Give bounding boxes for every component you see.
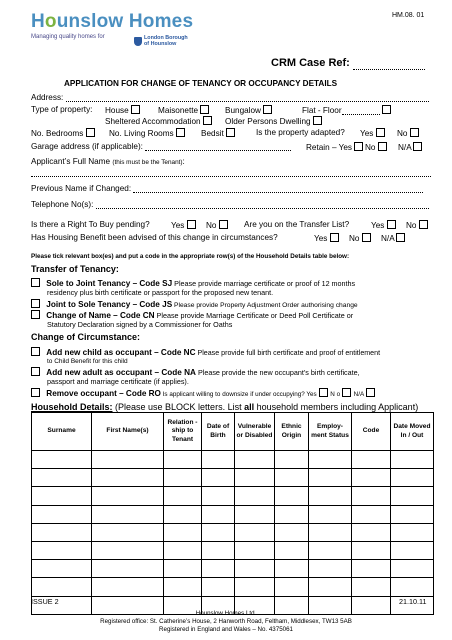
table-row bbox=[32, 451, 434, 469]
hb-no-checkbox[interactable] bbox=[362, 233, 371, 242]
crm-case-ref: CRM Case Ref: bbox=[271, 57, 425, 70]
transfer-heading: Transfer of Tenancy: bbox=[31, 264, 119, 274]
instruction-text: Please tick relevant box(es) and put a code in the appropriate row(s) of the Household Details table below: bbox=[31, 253, 350, 260]
circumstance-heading: Change of Circumstance: bbox=[31, 332, 141, 342]
crm-case-ref-field[interactable] bbox=[353, 60, 425, 70]
adapted-yes-checkbox[interactable] bbox=[376, 128, 385, 137]
joint-to-sole-checkbox[interactable] bbox=[31, 299, 40, 308]
retain-no-checkbox[interactable] bbox=[378, 142, 387, 151]
table-row bbox=[32, 523, 434, 541]
telephone-field[interactable] bbox=[96, 201, 429, 209]
household-table bbox=[31, 412, 434, 615]
col-surname: Surname bbox=[32, 413, 92, 451]
council-name: London Borough of Hounslow bbox=[144, 35, 188, 47]
living-rooms-box[interactable] bbox=[176, 128, 185, 137]
telephone-label: Telephone No(s): bbox=[31, 200, 94, 209]
col-relationship: Relation -ship to Tenant bbox=[164, 413, 202, 451]
bungalow-checkbox[interactable] bbox=[263, 105, 272, 114]
adapted-no-checkbox[interactable] bbox=[410, 128, 419, 137]
transfer-list-no-checkbox[interactable] bbox=[419, 220, 428, 229]
footer-office: Registered office: St. Catherine’s House, 2 Hanworth Road, Feltham, Middlesex, TW13 5AB bbox=[100, 618, 352, 625]
house-checkbox[interactable] bbox=[131, 105, 140, 114]
transfer-list-yes-checkbox[interactable] bbox=[387, 220, 396, 229]
issue-date: 21.10.11 bbox=[399, 597, 427, 606]
footer-company: Hounslow Homes Ltd. bbox=[195, 610, 257, 617]
col-first-names: First Name(s) bbox=[92, 413, 164, 451]
garage-address-field[interactable] bbox=[145, 143, 291, 151]
table-row bbox=[32, 541, 434, 559]
address-field[interactable] bbox=[66, 94, 429, 102]
col-date-moved: Date Moved In / Out bbox=[391, 413, 434, 451]
rtb-no-checkbox[interactable] bbox=[219, 220, 228, 229]
council-crest bbox=[134, 37, 142, 46]
logo-wordmark: Hounslow Homes bbox=[31, 11, 194, 32]
add-child-checkbox[interactable] bbox=[31, 347, 40, 356]
doc-ref: HM.08. 01 bbox=[392, 12, 425, 19]
bedsit-checkbox[interactable] bbox=[226, 128, 235, 137]
table-header-row bbox=[32, 413, 434, 451]
household-heading: Household Details: (Please use BLOCK letters. List all household members including Applicant) bbox=[31, 402, 419, 412]
footer-registration: Registered in England and Wales – No. 4375061 bbox=[159, 626, 293, 633]
older-persons-checkbox[interactable] bbox=[313, 116, 322, 125]
page-title: APPLICATION FOR CHANGE OF TENANCY OR OCCUPANCY DETAILS bbox=[64, 79, 338, 88]
rtb-yes-checkbox[interactable] bbox=[187, 220, 196, 229]
flat-floor-field[interactable] bbox=[342, 107, 380, 115]
table-row bbox=[32, 578, 434, 596]
downsize-no-checkbox[interactable] bbox=[342, 388, 351, 397]
applicant-name-label: Applicant’s Full Name bbox=[31, 157, 111, 166]
sole-to-joint-checkbox[interactable] bbox=[31, 278, 40, 287]
applicant-name-field[interactable] bbox=[31, 169, 431, 177]
flat-checkbox[interactable] bbox=[382, 105, 391, 114]
logo-tagline: Managing quality homes for bbox=[31, 33, 105, 40]
hb-yes-checkbox[interactable] bbox=[330, 233, 339, 242]
sheltered-checkbox[interactable] bbox=[203, 116, 212, 125]
change-of-name-checkbox[interactable] bbox=[31, 310, 40, 319]
table-row bbox=[32, 487, 434, 505]
issue-number: ISSUE 2 bbox=[31, 597, 59, 606]
retain-yes-checkbox[interactable] bbox=[354, 142, 363, 151]
previous-name-label: Previous Name if Changed: bbox=[31, 184, 132, 193]
downsize-na-checkbox[interactable] bbox=[366, 388, 375, 397]
col-employment: Employ- ment Status bbox=[309, 413, 352, 451]
col-vulnerable: Vulnerable or Disabled bbox=[235, 413, 275, 451]
hb-na-checkbox[interactable] bbox=[396, 233, 405, 242]
logo-house-icon: o bbox=[44, 11, 57, 32]
retain-na-checkbox[interactable] bbox=[413, 142, 422, 151]
table-row bbox=[32, 505, 434, 523]
col-ethnic-origin: Ethnic Origin bbox=[275, 413, 309, 451]
downsize-yes-checkbox[interactable] bbox=[319, 388, 328, 397]
table-row bbox=[32, 469, 434, 487]
add-adult-checkbox[interactable] bbox=[31, 367, 40, 376]
previous-name-field[interactable] bbox=[133, 185, 423, 193]
remove-occupant-checkbox[interactable] bbox=[31, 388, 40, 397]
col-date-of-birth: Date of Birth bbox=[202, 413, 235, 451]
address-label: Address: bbox=[31, 93, 64, 102]
property-type-label: Type of property: bbox=[31, 105, 93, 114]
table-row bbox=[32, 560, 434, 578]
col-code: Code bbox=[352, 413, 391, 451]
maisonette-checkbox[interactable] bbox=[200, 105, 209, 114]
bedrooms-box[interactable] bbox=[86, 128, 95, 137]
